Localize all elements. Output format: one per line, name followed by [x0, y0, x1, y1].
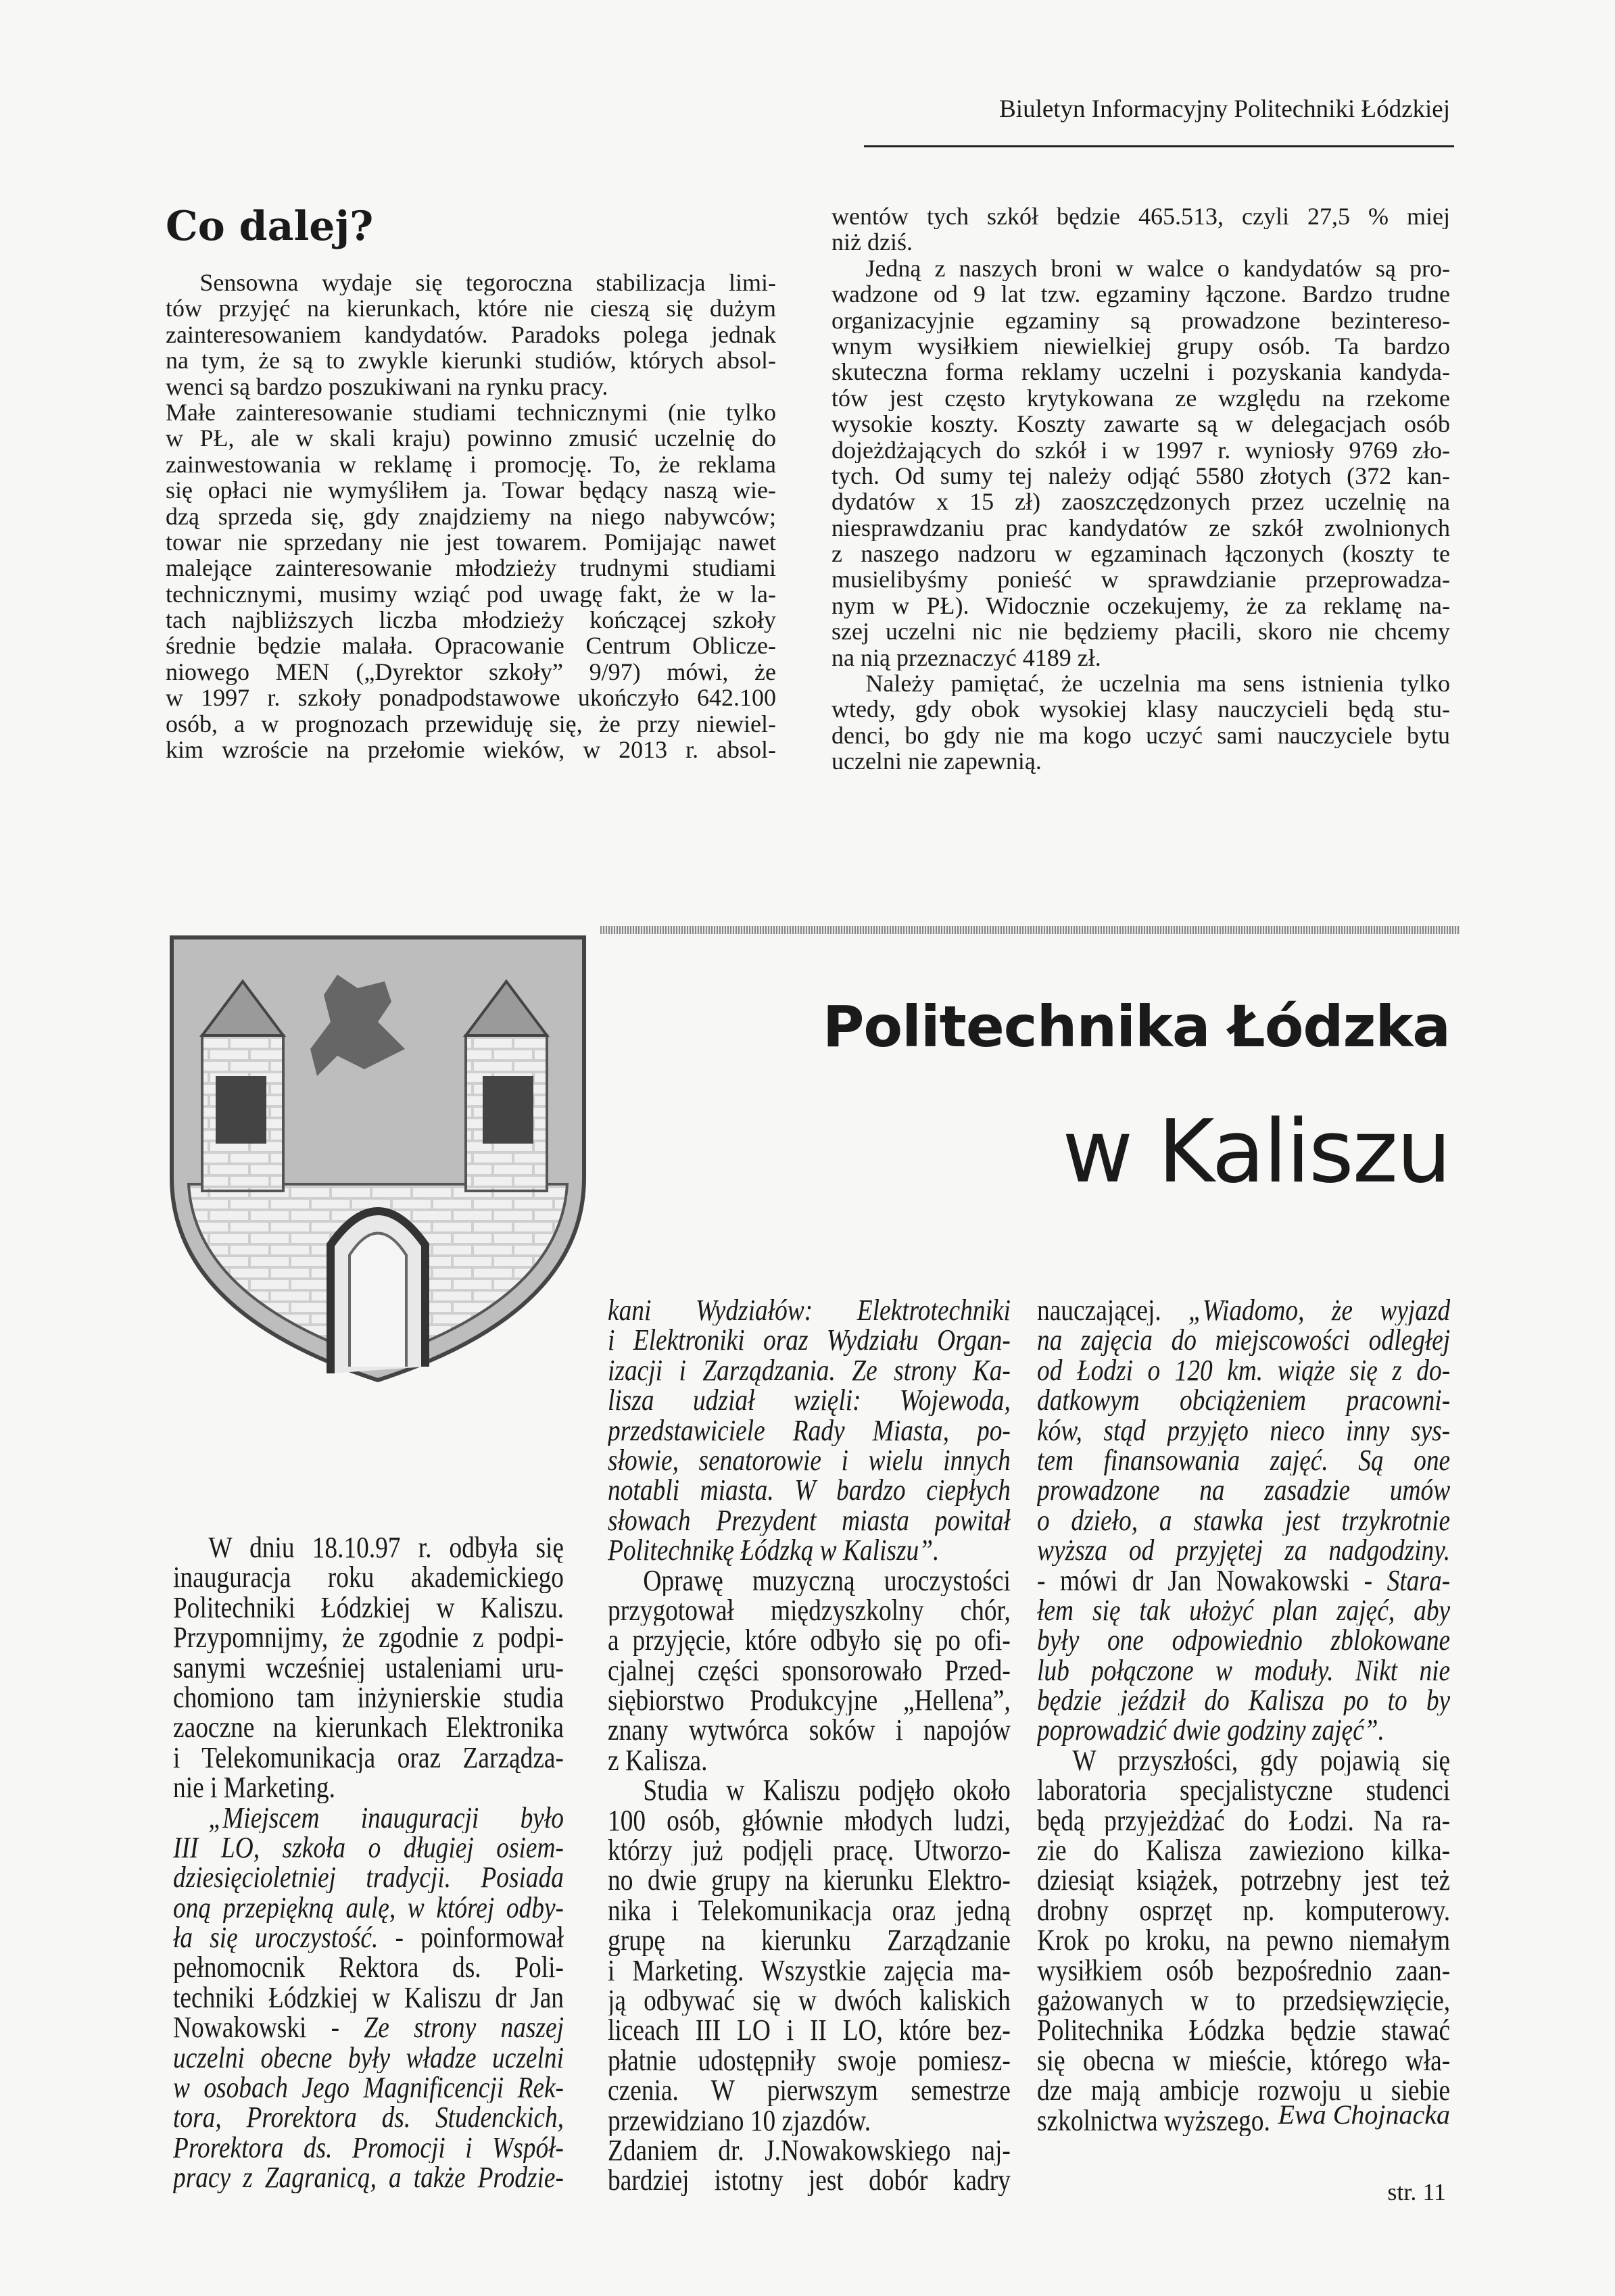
text-line: dziesiąt książek, potrzebny jest też	[1037, 1865, 1451, 1896]
text-line: pełnomocnik Rektora ds. Poli-	[173, 1953, 564, 1983]
text-line: wadzone od 9 lat tzw. egzaminy łączone. Bardzo trudne	[831, 281, 1450, 308]
text-line: Prorektora ds. Promocji i Współ-	[173, 2132, 564, 2164]
text-line: w osobach Jego Magnificencji Rek-	[173, 2073, 564, 2103]
text-line: zaoczne na kierunkach Elektronika	[173, 1713, 564, 1743]
text-line: średnie będzie malała. Opracowanie Centrum Oblicze-	[166, 633, 776, 659]
text-line: Politechniki Łódzkiej w Kaliszu.	[173, 1592, 564, 1623]
article1-right-column	[831, 203, 1450, 775]
text-line: prowadzone na zasadzie umów	[1037, 1475, 1451, 1506]
text-line: technicznymi, musimy wziąć pod uwagę fakt, że w la-	[166, 581, 776, 608]
text-line: izacji i Zarządzania. Ze strony Ka-	[608, 1355, 1011, 1386]
text-line: się opłaci nie wymyśliłem ja. Towar będący naszą wie-	[166, 477, 776, 504]
text-line: na zajęcia do miejscowości odległej	[1037, 1325, 1451, 1356]
text-line: notabli miasta. W bardzo ciepłych	[608, 1475, 1011, 1506]
text-line: zainwestowania w reklamę i promocję. To, że reklama	[166, 451, 776, 478]
text-segment: - mówi dr Jan Nowakowski -	[1037, 1565, 1387, 1596]
text-segment: „Wiadomo, że wyjazd	[1188, 1296, 1451, 1326]
text-line: Politechnikę Łódzką w Kaliszu”.	[608, 1536, 940, 1566]
text-line: lub połączone w moduły. Nikt nie	[1037, 1655, 1451, 1686]
text-line: tów jest często krytykowana ze względu na rzekome	[831, 385, 1450, 412]
text-line: datkowym obciążeniem pracowni-	[1037, 1386, 1451, 1416]
text-line: tem finansowania zajęć. Są one	[1037, 1445, 1451, 1476]
text-line: Sensowna wydaje się tegoroczna stabilizacja limi-	[199, 270, 776, 296]
text-line: będzie jeździł do Kalisza po to by	[1037, 1686, 1451, 1716]
text-line: drobny osprzęt np. komputerowy.	[1037, 1895, 1451, 1926]
text-line: lisza udział wzięli: Wojewoda,	[608, 1386, 1011, 1416]
author-signature: Ewa Chojnacka	[1278, 2099, 1450, 2130]
article2-column-1	[173, 1533, 564, 2193]
article2-column-3	[1037, 1296, 1450, 2136]
text-segment: Stara-	[1387, 1565, 1451, 1596]
text-line: od Łodzi o 120 km. wiąże się z do-	[1037, 1355, 1451, 1386]
text-line: no dwie grupy na kierunku Elektro-	[608, 1865, 1011, 1896]
text-line: musielibyśmy ponieść w sprawdzianie przeprowadza-	[831, 566, 1450, 593]
dotted-banner-rule	[600, 926, 1460, 934]
text-line: kim wzroście na przełomie wieków, w 2013 r. absol-	[166, 737, 776, 763]
text-line: wtedy, gdy obok wysokiej klasy nauczycieli będą stu-	[831, 696, 1450, 723]
article2-column-2	[608, 1296, 1011, 2196]
text-line: płatnie udostępniły swoje pomiesz-	[608, 2045, 1011, 2076]
kalisz-coat-of-arms	[168, 934, 587, 1384]
text-line: uczelni nie zapewnią.	[831, 748, 1042, 775]
text-line: słowach Prezydent miasta powitał	[608, 1505, 1011, 1536]
text-line: będą przyjeżdżać do Łodzi. Na ra-	[1037, 1805, 1451, 1836]
text-line: tach najbliższych liczba młodzieży kończącej szkoły	[166, 607, 776, 633]
text-line: przedstawiciele Rady Miasta, po-	[608, 1415, 1011, 1446]
text-line: słowie, senatorowie i wielu innych	[608, 1445, 1011, 1476]
text-line: ją odbywać się w dwóch kaliskich	[608, 1985, 1011, 2016]
text-line: a przyjęcie, które odbyło się po ofi-	[608, 1626, 1011, 1656]
text-line: W przyszłości, gdy pojawią się	[1072, 1745, 1451, 1776]
text-line: pracy z Zagranicą, a także Prodzie-	[173, 2163, 564, 2193]
text-line	[173, 1923, 564, 1953]
text-line: i Elektroniki oraz Wydziału Organ-	[608, 1325, 1011, 1356]
text-line: denci, bo gdy nie ma kogo uczyć sami nauczyciele bytu	[831, 722, 1450, 749]
text-line: nie i Marketing.	[173, 1773, 335, 1803]
text-line: tora, Prorektora ds. Studenckich,	[173, 2103, 564, 2133]
article-heading: Co dalej?	[166, 203, 374, 250]
text-line: i Marketing. Wszystkie zajęcia ma-	[608, 1955, 1011, 1986]
text-line: Jedną z naszych broni w walce o kandydatów są pro-	[865, 255, 1450, 282]
text-line: wentów tych szkół będzie 465.513, czyli 27,5 % miej	[831, 203, 1450, 230]
text-line: łem się tak ułożyć plan zajęć, aby	[1037, 1595, 1451, 1626]
text-line: Studia w Kaliszu podjęło około	[643, 1776, 1011, 1806]
text-line: inauguracja roku akademickiego	[173, 1563, 564, 1593]
text-line: organizacyjnie egzaminy są prowadzone bezintereso-	[831, 307, 1450, 333]
text-line: wysiłkiem osób bezpośrednio zaan-	[1037, 1955, 1451, 1986]
text-line	[173, 2013, 564, 2043]
text-line: zie do Kalisza zawieziono kilka-	[1037, 1836, 1451, 1866]
text-line: szej uczelni nic nie będziemy płacili, skoro nie chcemy	[831, 618, 1450, 645]
text-line: wysokie koszty. Koszty zawarte są w delegacjach osób	[831, 411, 1450, 437]
text-line: ków, stąd przyjęto nieco inny sys-	[1037, 1415, 1451, 1446]
text-line: Zdaniem dr. J.Nowakowskiego naj-	[608, 2135, 1011, 2166]
text-line: techniki Łódzkiej w Kaliszu dr Jan	[173, 1982, 564, 2013]
text-line: wyższa od przyjętej za nadgodziny.	[1037, 1536, 1451, 1566]
text-line: W dniu 18.10.97 r. odbyła się	[208, 1533, 564, 1563]
text-line: kani Wydziałów: Elektrotechniki	[608, 1296, 1011, 1326]
text-segment: nauczającej.	[1037, 1296, 1189, 1326]
text-line: sanymi wcześniej ustaleniami uru-	[173, 1653, 564, 1683]
publication-header: Biuletyn Informacyjny Politechniki Łódzkiej	[999, 95, 1450, 123]
article1-left-column	[166, 270, 776, 762]
article2-title-line2: w Kaliszu	[1062, 1102, 1450, 1202]
text-line: o dzieło, a stawka jest trzykrotnie	[1037, 1505, 1451, 1536]
text-line: z naszego nadzoru w egzaminach łączonych (koszty te	[831, 541, 1450, 567]
text-line: na tym, że są to zwykle kierunki studiów, których absol-	[166, 347, 776, 374]
text-line: niesprawdzaniu prac kandydatów ze szkół zwolnionych	[831, 514, 1450, 541]
text-line: cjalnej części sponsorowało Przed-	[608, 1655, 1011, 1686]
text-line: w 1997 r. szkoły ponadpodstawowe ukończyło 642.100	[166, 685, 776, 711]
text-line	[1037, 1566, 1450, 1596]
text-line: Oprawę muzyczną uroczystości	[643, 1565, 1011, 1596]
text-line: szkolnictwa wyższego.	[1037, 2105, 1270, 2136]
text-line: niowego MEN („Dyrektor szkoły” 9/97) mówi, że	[166, 658, 776, 685]
text-line: Należy pamiętać, że uczelnia ma sens istnienia tylko	[865, 670, 1450, 697]
text-line: liceach III LO i II LO, które bez-	[608, 2016, 1011, 2046]
text-line: Przypomnijmy, że zgodnie z podpi-	[173, 1623, 564, 1653]
text-segment: - poinformował	[378, 1923, 564, 1953]
text-line: laboratoria specjalistyczne studenci	[1037, 1776, 1451, 1806]
text-line: tów przyjęć na kierunkach, które nie cieszą się dużym	[166, 295, 776, 322]
text-line: gażowanych w to przedsięwzięcie,	[1037, 1985, 1451, 2016]
text-line: na nią przeznaczyć 4189 zł.	[831, 644, 1101, 671]
text-line: malejące zainteresowanie młodzieży trudnymi studiami	[166, 555, 776, 581]
text-line: grupę na kierunku Zarządzanie	[608, 1926, 1011, 1956]
text-line: czenia. W pierwszym semestrze	[608, 2076, 1011, 2106]
text-line: Małe zainteresowanie studiami technicznymi (nie tylko	[166, 399, 776, 426]
text-line: znany wytwórca soków i napojów	[608, 1715, 1011, 1746]
article2-title-line1: Politechnika Łódzka	[822, 994, 1450, 1060]
text-line: dzą sprzeda się, gdy znajdziemy na niego nabywców;	[166, 503, 776, 529]
gate-icon	[331, 1211, 425, 1373]
page-number: str. 11	[1387, 2178, 1446, 2205]
text-line: wenci są bardzo poszukiwani na rynku pracy.	[166, 373, 608, 399]
text-line: przygotował międzyszkolny chór,	[608, 1595, 1011, 1626]
text-line: dziesięcioletniej tradycji. Posiada	[173, 1863, 564, 1893]
text-line: bardziej istotny jest dobór kadry	[608, 2166, 1011, 2196]
text-line: Politechnika Łódzka będzie stawać	[1037, 2016, 1451, 2046]
text-line: zainteresowaniem kandydatów. Paradoks polega jednak	[166, 321, 776, 348]
text-line: się obecna w mieście, którego wła-	[1037, 2045, 1451, 2076]
text-line: uczelni obecne były władze uczelni	[173, 2043, 564, 2074]
text-line: III LO, szkoła o długiej osiem-	[173, 1832, 564, 1863]
text-line: „Miejscem inauguracji było	[208, 1803, 564, 1833]
text-segment: Nowakowski -	[173, 2013, 364, 2043]
text-line: Krok po kroku, na pewno niemałym	[1037, 1926, 1451, 1956]
text-line: dydatów x 15 zł) zaoszczędzonych przez uczelnię na	[831, 489, 1450, 515]
text-line: dojeżdżających do szkół i w 1997 r. wyniosły 9769 zło-	[831, 437, 1450, 463]
text-line: skuteczna forma reklamy uczelni i pozyskania kandyda-	[831, 359, 1450, 385]
text-line	[1037, 1296, 1450, 1325]
text-segment: ła się uroczystość.	[173, 1923, 379, 1953]
text-line: siębiorstwo Produkcyjne „Hellena”,	[608, 1686, 1011, 1716]
text-line: nika i Telekomunikacja oraz jedną	[608, 1895, 1011, 1926]
text-line: osób, a w prognozach przewiduję się, że przy niewiel-	[166, 710, 776, 737]
text-segment: Ze strony naszej	[364, 2013, 564, 2043]
text-line: i Telekomunikacja oraz Zarządza-	[173, 1742, 564, 1774]
text-line: nym w PŁ). Widocznie oczekujemy, że za reklamę na-	[831, 592, 1450, 619]
text-line: niż dziś.	[831, 229, 913, 255]
text-line: w PŁ, ale w skali kraju) powinno zmusić uczelnię do	[166, 425, 776, 451]
text-line: oną przepiękną aulę, w której odby-	[173, 1892, 564, 1924]
text-line: poprowadzić dwie godziny zajęć”.	[1037, 1715, 1384, 1746]
text-line: tych. Od sumy tej należy odjąć 5580 złotych (372 kan-	[831, 462, 1450, 489]
text-line: były one odpowiednio zblokowane	[1037, 1626, 1451, 1656]
text-line: 100 osób, głównie młodych ludzi,	[608, 1805, 1011, 1836]
text-line: chomiono tam inżynierskie studia	[173, 1682, 564, 1713]
text-line: którzy już podjęli pracę. Utworzo-	[608, 1836, 1011, 1866]
text-line: towar nie sprzedany nie jest towarem. Pomijając nawet	[166, 529, 776, 556]
text-line: z Kalisza.	[608, 1745, 708, 1776]
text-line: wnym wysiłkiem niewielkiej grupy osób. Ta bardzo	[831, 333, 1450, 360]
text-line: przewidziano 10 zjazdów.	[608, 2105, 871, 2136]
header-rule	[864, 145, 1454, 147]
text-line: dze mają ambicje rozwoju u siebie	[1037, 2076, 1451, 2106]
